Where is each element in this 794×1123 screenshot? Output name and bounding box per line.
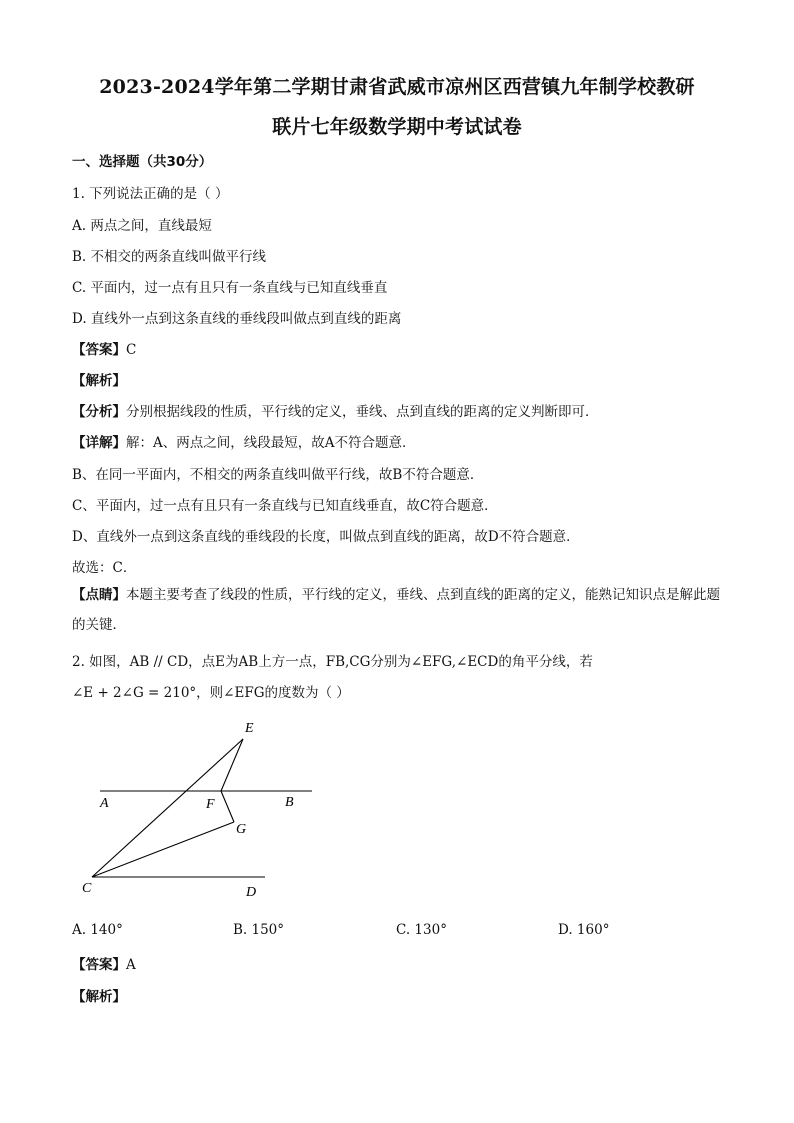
q1-option-c: C. 平面内，过一点有且只有一条直线与已知直线垂直 xyxy=(72,280,388,296)
q2-answer-value: A xyxy=(126,957,136,973)
paper-title-line2: 联片七年级数学期中考试试卷 xyxy=(272,116,522,138)
answer-tag: 【答案】 xyxy=(72,342,126,358)
q1-detail-b: B、在同一平面内，不相交的两条直线叫做平行线，故B不符合题意． xyxy=(72,467,484,483)
label-g: G xyxy=(236,822,247,837)
section-heading: 一、选择题（共30分） xyxy=(72,154,213,170)
q2-option-c: C. 130° xyxy=(396,922,447,938)
label-a: A xyxy=(100,796,109,811)
q1-choose: 故选：C． xyxy=(72,560,137,576)
q1-detail-c: C、平面内，过一点有且只有一条直线与已知直线垂直，故C符合题意． xyxy=(72,498,498,514)
xiangjie-text: 解：A、两点之间，线段最短，故A不符合题意． xyxy=(126,435,416,451)
q2-stem-line1: 2. 如图，AB // CD，点E为AB上方一点，FB,CG分别为∠EFG,∠ECD的角平分线，若 xyxy=(72,654,593,670)
q1-option-d: D. 直线外一点到这条直线的垂线段叫做点到直线的距离 xyxy=(72,311,402,327)
q2-option-d: D. 160° xyxy=(558,922,610,938)
segment-fg xyxy=(221,791,234,822)
q1-option-a: A. 两点之间，直线最短 xyxy=(72,218,212,234)
label-f: F xyxy=(206,797,215,812)
q2-option-b: B. 150° xyxy=(233,922,285,938)
fenxi-text: 分别根据线段的性质，平行线的定义，垂线、点到直线的距离的定义判断即可． xyxy=(126,404,599,420)
answer-value: C xyxy=(126,342,137,358)
q1-option-b: B. 不相交的两条直线叫做平行线 xyxy=(72,249,267,265)
segment-ef xyxy=(221,739,243,791)
q2-answer-tag: 【答案】 xyxy=(72,957,126,973)
q1-analysis-tag: 【解析】 xyxy=(72,373,126,389)
label-c: C xyxy=(82,881,92,896)
dianjing-tag: 【点睛】 xyxy=(72,587,126,603)
dianjing-text: 本题主要考查了线段的性质，平行线的定义，垂线、点到直线的距离的定义，能熟记知识点是解此题的关键． xyxy=(72,587,720,633)
segment-cg xyxy=(92,822,234,877)
q1-detail-d: D、直线外一点到这条直线的垂线段的长度，叫做点到直线的距离，故D不符合题意． xyxy=(72,529,580,545)
xiangjie-tag: 【详解】 xyxy=(72,435,126,451)
q2-option-a: A. 140° xyxy=(72,922,123,938)
segment-ce xyxy=(92,739,243,877)
q2-answer xyxy=(72,953,136,973)
paper-title-line1: 2023-2024学年第二学期甘肃省武威市凉州区西营镇九年制学校教研 xyxy=(99,76,695,98)
label-d: D xyxy=(246,885,257,900)
q2-stem-line2: ∠E + 2∠G = 210°，则∠EFG的度数为（ ） xyxy=(72,685,350,701)
q2-analysis-tag: 【解析】 xyxy=(72,989,126,1005)
label-e: E xyxy=(245,721,254,736)
q1-stem: 1. 下列说法正确的是（ ） xyxy=(72,186,229,202)
fenxi-tag: 【分析】 xyxy=(72,404,126,420)
label-b: B xyxy=(285,795,294,810)
